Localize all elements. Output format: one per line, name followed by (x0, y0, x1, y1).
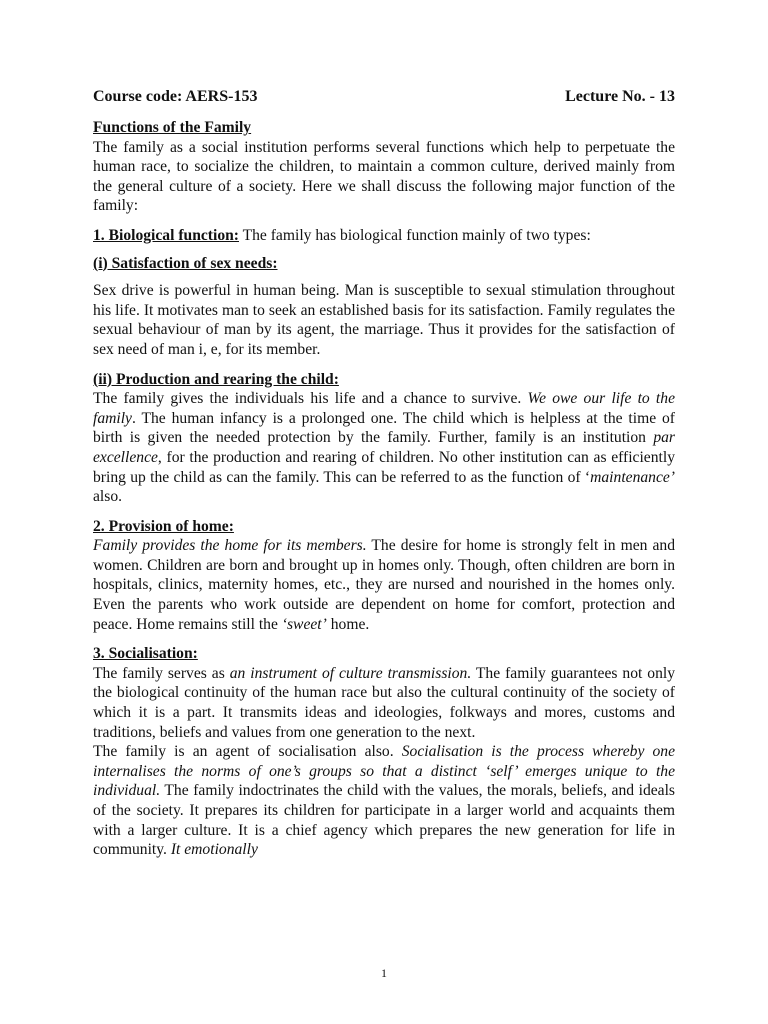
intro-paragraph: The family as a social institution performs several functions which help to perpetuate the human race, to socialize the children, to maintain a common culture, derived mainly from the general culture of a society. Here we shall discuss the following major function of the family: (93, 138, 675, 215)
socialisation-emphasis-2: Socialisation is the process whereby one internalises the norms of one’s groups so that a distinct ‘self’ emerges unique to the individual. (93, 743, 675, 800)
home-emphasis-1: Family provides the home for its members. (93, 537, 367, 555)
child-rearing-paragraph (93, 389, 675, 507)
biological-function-text: The family has biological function mainly of two types: (238, 226, 591, 244)
child-rearing-emphasis-2: par excellence (93, 429, 675, 466)
socialisation-emphasis-1: an instrument of culture transmission. (229, 664, 472, 682)
home-emphasis-2: ‘sweet’ (281, 615, 327, 633)
sex-needs-paragraph: Sex drive is powerful in human being. Man is susceptible to sexual stimulation throughout his life. It motivates man to seek an established basis for its satisfaction. Family regulates the sexual behaviour of man by its agent, the marriage. Thus it provides for the satisfaction of sex need of man i, e, for its member. (93, 282, 675, 358)
home-text-2: home. (326, 615, 370, 633)
document-page (93, 86, 675, 860)
socialisation-text-2: The family guarantees not only the biological continuity of the human race but also the cultural continuity of the society of which it is a part. It transmits ideas and ideologies, folkways and mores, customs and traditions, beliefs and values from one generation to the next. (93, 664, 676, 741)
biological-function-paragraph (93, 226, 675, 246)
lecture-number: Lecture No. - 13 (565, 88, 675, 105)
socialisation-paragraph-1 (93, 664, 675, 742)
home-text-1: The desire for home is strongly felt in men and women. Children are born and brought up in homes only. Though, often children are born in hospitals, clinics, maternity homes, etc., they are nursed and nourished in the homes only. Even the parents who work outside are dependent on home for comfort, protection and peace. Home remains still the (93, 537, 676, 633)
child-rearing-text-3: , for the production and rearing of children. No other institution can as efficiently bring up the child as can the family. This can be referred to as the function of ‘ (93, 448, 675, 486)
socialisation-emphasis-3: It emotionally (170, 841, 258, 859)
provision-of-home-paragraph (93, 536, 675, 634)
child-rearing-text-1: The family gives the individuals his life and a chance to survive. (93, 390, 528, 408)
child-rearing-heading: (ii) Production and rearing the child: (93, 370, 339, 388)
section-heading-functions: Functions of the Family (93, 119, 252, 136)
socialisation-text-3: The family is an agent of socialisation also. (93, 743, 402, 761)
child-rearing-emphasis-1: We owe our life to the family (93, 390, 675, 427)
socialisation-paragraph-2 (93, 742, 675, 860)
socialisation-text-1: The family serves as (93, 664, 230, 682)
socialisation-text-4: The family indoctrinates the child with the values, the morals, beliefs, and ideals of the society. It prepares its children for participate in a larger world and acquaints them with a larger culture. It is a chief agency which prepares the new generation for life in community. (93, 782, 675, 859)
page-header (93, 86, 675, 108)
sex-needs-heading: (i) Satisfaction of sex needs: (93, 254, 278, 272)
provision-of-home-heading: 2. Provision of home: (93, 517, 234, 535)
biological-function-heading: 1. Biological function: (93, 226, 239, 244)
child-rearing-emphasis-3: maintenance’ (590, 468, 675, 486)
child-rearing-text-4: also. (93, 488, 123, 506)
course-code: Course code: AERS-153 (93, 88, 258, 105)
page-number: 1 (381, 966, 387, 980)
child-rearing-text-2: . The human infancy is a prolonged one. The child which is helpless at the time of birth is given the needed protection by the family. Further, family is an institution (93, 409, 675, 447)
socialisation-heading: 3. Socialisation: (93, 645, 198, 663)
